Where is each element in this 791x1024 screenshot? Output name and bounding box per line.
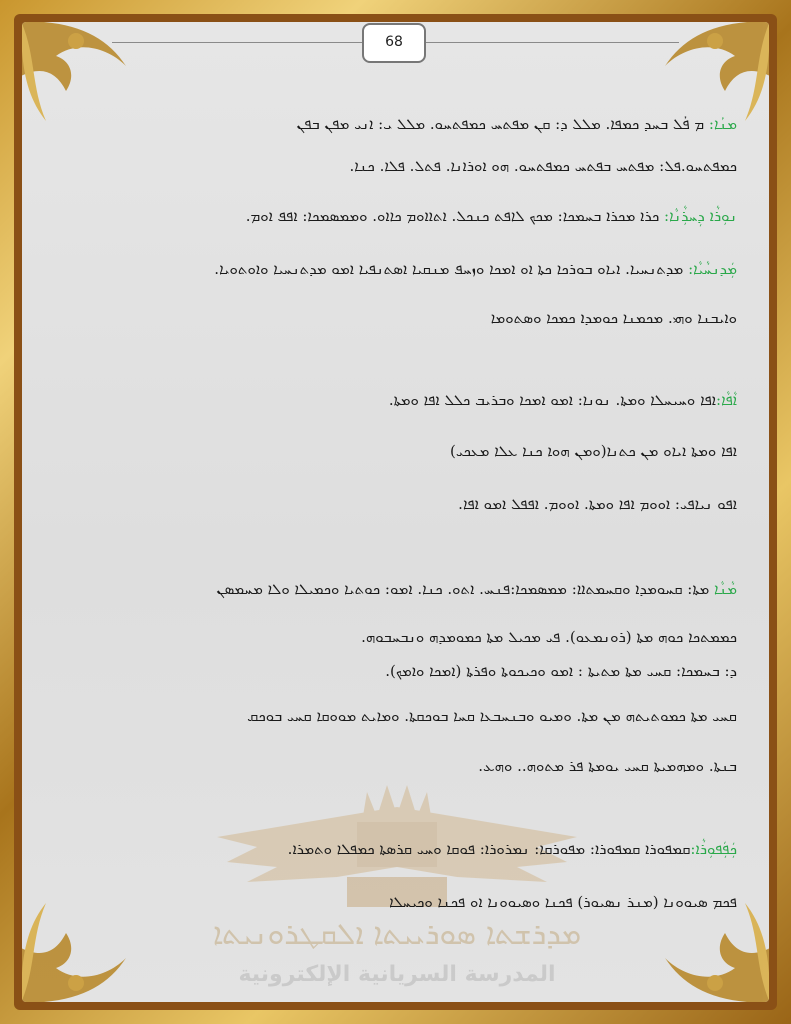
text-line	[54, 115, 737, 133]
text-line	[54, 662, 737, 680]
line-text: ܩܚܝ ܡܬܐ ܟܡܘܬܝܬܗ ܡܢ ܡܬܐ. ܘܡܝܘ ܘܒܢܚܒܥܐ ܩܚܐ ܒܘܟܩܬܐ. ܘܡܐܝܬ ܡܘܘܩܐ ܩܚܝ ܒܘܟܩ	[247, 707, 737, 725]
text-line	[54, 580, 737, 598]
watermark-arabic-title: المدرسة السريانية الإلكترونية	[238, 962, 556, 987]
line-text: ܒܢܬܐ. ܘܡܗܡܝܬܐ ܩܚܝ ܝܘܡܬܐ ܦܪ ܡܬܘܗ.. ܘܗܥ.	[478, 757, 737, 775]
text-line	[54, 707, 737, 725]
line-text: ܐܦܘ ܢܝܐܦܝ: ܐܘܘܡ ܐܦܐ ܘܡܬܐ. ܐܘܘܡ. ܐܦܦܠ ܐܡܘ ܐܦܐ.	[458, 495, 737, 513]
line-text: ܦܟܡ ܣܝܘܘܢܐ (ܡܢܪ ܢܣܝܘܪ) ܦܟܢܐ ܘܣܝܘܘܢܐ ܐܘ ܦܟܢܐ ܘܟܝܚܠܐ	[389, 893, 737, 911]
line-text: ܐܦܐ ܘܚܝܚܠܐ ܘܡܬܐ. ܢܘܢܐ: ܐܡܘ ܐܡܟܐ ܘܒܪܝܒ ܟܠܠ ܐܦܐ ܘܡܬܐ.	[388, 391, 717, 409]
line-text: ܩܡܦܘܪܐ ܩܡܦܘܪܐ: ܡܦܘܪܩܐ: ܢܡܪܘܪܐ: ܦܘܩܐ ܘܚܝ ܩܪܣܬܐ ܟܡܦܠܐ ܘܬܡܪܐ.	[287, 840, 691, 858]
line-text: ܟܡܡܬܟܐ ܟܘܗ ܡܬܐ (ܪܘܢܡܥܘ). ܦܝ ܡܟܝܠ ܡܬܐ ܟܡܘܡܕܗ ܘܢܒܚܒܘܗ.	[361, 628, 737, 646]
text-line	[54, 495, 737, 513]
text-line	[54, 757, 737, 775]
line-text: ܡ ܦܳܠ ܒܚܕ ܟܡܦܐ. ܡܠܠ ܕ: ܩܢ ܡܦܬܚ ܟܡܦܬܚܘ. ܡܠܠ ܝ: ܐܢܝ ܡܦܢ ܒܦܢ	[296, 115, 709, 133]
line-text: ܡܕܬܢܚܝܐ. ܐܝܐܘ ܒܘܪܟܐ ܟܬܐ ܐܘ ܐܡܟܐ ܘܙܚܦ ܡܢܩܝܐ ܐܣܬܢܦܝܐ ܐܡܘ ܡܕܬܢܚܝܐ ܘܐܘܬܘܝܐ.	[214, 260, 689, 278]
page-paper	[22, 22, 769, 1002]
text-line	[54, 157, 737, 175]
corner-ornament-icon	[22, 22, 166, 126]
text-line	[54, 391, 737, 409]
school-logo-watermark	[197, 767, 597, 997]
corner-ornament-icon	[22, 898, 166, 1002]
line-text: ܐܦܐ ܘܡܬܐ ܐܝܐܘ ܡܢ ܟܬܢܐ(ܘܡܢ ܗܘܐ ܟܢܐ ܥܠܐ ܡܥܟܝ)	[449, 442, 737, 460]
term-label: ܡܲܕܢܚܵܝܵܐ:	[688, 260, 737, 278]
term-label: ܡܢܳܐ:	[708, 115, 737, 133]
text-line	[54, 893, 737, 911]
text-line	[54, 260, 737, 278]
line-text: ܟܪܐ ܡܟܪܐ ܒܚܡܟܐ: ܡܟܟ ܠܐܦܬ ܟܢܟܠ. ܐܬܐܐܘܡ ܟܐܐܘ. ܘܡܡܣܡܟܐ: ܐܦܦ ܐܘܡ.	[245, 207, 665, 225]
text-line	[54, 628, 737, 646]
text-line	[54, 442, 737, 460]
term-label: ܢܘܼܪܵܐ ܕܼܚܪܼܵܢܵܐ:	[664, 207, 737, 225]
term-label: ܐܵܦܵܐ:	[716, 391, 737, 409]
page-number: 68	[362, 23, 426, 63]
text-line	[54, 309, 737, 327]
corner-ornament-icon	[625, 898, 769, 1002]
watermark-syriac-title: ܡܕܪܫܬܐ ܣܘܪܝܝܬܐ ܐܠܩܛܪܘܢܝܬܐ	[212, 917, 582, 952]
corner-ornament-icon	[625, 22, 769, 126]
text-line	[54, 840, 737, 858]
line-text: ܡܬܐ: ܩܚܘܡܕܐ ܘܩܚܡܬܐܐ: ܡܡܣܡܟܐ:ܦܢܚ. ܐܬܘ. ܟܢܐ. ܐܡܘ: ܟܘܬܝܐ ܘܟܡܝܠܐ ܘܠܐ ܡܚܡܣܢ	[216, 580, 714, 598]
term-label: ܡܵܢܵܐ	[713, 580, 737, 598]
line-text: ܘܐܝܒܢܐ ܘܗܝ. ܡܟܡܢܐ ܟܘܡܕܐ ܟܡܟܐ ܘܣܬܘܡܐ	[490, 309, 737, 327]
line-text: ܕ: ܒܚܡܟܐ: ܩܚܝ ܡܬܐ ܡܬܝܬܐ : ܐܡܘ ܘܟܝܟܘܬܐ ܘܦܪܬܐ (ܐܡܟܐ ܘܐܡܟ).	[385, 662, 737, 680]
text-line	[54, 207, 737, 225]
line-text: ܟܡܦܬܚܘ.ܦܠ: ܡܦܬܚ ܒܦܬܚ ܟܡܦܬܚܘ. ܗܘ ܐܘܪܐܢܐ. ܦܬܠ. ܦܠܐ. ܟܢܐ.	[349, 157, 737, 175]
term-label: ܟܲܦܲܦܘܼܪܵܐ:	[690, 840, 737, 858]
